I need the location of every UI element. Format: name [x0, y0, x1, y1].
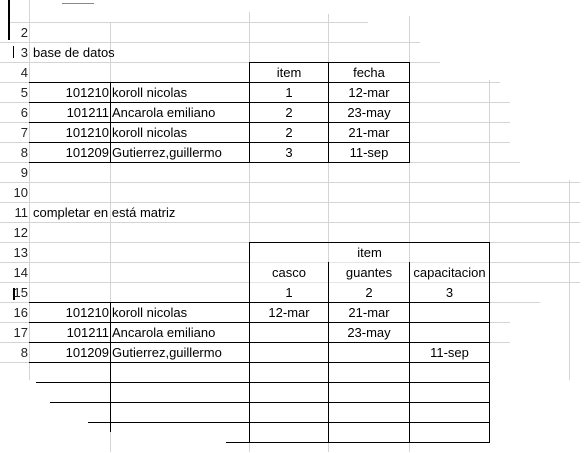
- cell-border: [88, 422, 489, 423]
- matrix-cell-id[interactable]: 101210: [65, 305, 109, 320]
- cell-border: [249, 62, 409, 63]
- cell-border: [226, 442, 489, 443]
- db-cell-item[interactable]: 2: [285, 105, 293, 120]
- row-header[interactable]: 7: [20, 125, 28, 140]
- db-cell-id[interactable]: 101211: [66, 105, 109, 120]
- db-cell-fecha[interactable]: 12-mar: [348, 85, 390, 100]
- cell-border: [249, 262, 489, 263]
- cell-border: [29, 162, 409, 163]
- db-cell-id[interactable]: 101210: [65, 85, 109, 100]
- row-header[interactable]: 10: [13, 185, 28, 200]
- cell-border: [29, 122, 409, 123]
- matrix-cell-id[interactable]: 101211: [66, 325, 109, 340]
- cell-border: [249, 242, 489, 243]
- row-header[interactable]: 16: [13, 305, 28, 320]
- row-header[interactable]: 13: [13, 245, 28, 260]
- cell-border: [110, 302, 111, 432]
- matrix-cell-casco[interactable]: 12-mar: [268, 305, 310, 320]
- db-cell-item[interactable]: 1: [285, 85, 293, 100]
- label-base-de-datos[interactable]: base de datos: [33, 45, 115, 60]
- row-header[interactable]: 3: [20, 45, 28, 60]
- matrix-cell-guantes[interactable]: 21-mar: [348, 305, 390, 320]
- cell-border: [29, 342, 489, 343]
- db-cell-fecha[interactable]: 21-mar: [348, 125, 390, 140]
- db-cell-name[interactable]: koroll nicolas: [112, 125, 188, 140]
- matrix-cell-id[interactable]: 101209: [65, 345, 109, 360]
- db-cell-id[interactable]: 101209: [65, 145, 109, 160]
- matrix-num[interactable]: 1: [285, 285, 293, 300]
- row-header[interactable]: 6: [20, 105, 28, 120]
- row-header[interactable]: 12: [13, 225, 28, 240]
- row-header[interactable]: 8: [20, 345, 28, 360]
- cell-border: [29, 102, 409, 103]
- matrix-cell-name[interactable]: koroll nicolas: [112, 305, 188, 320]
- db-cell-fecha[interactable]: 23-may: [347, 105, 391, 120]
- db-cell-name[interactable]: koroll nicolas: [112, 85, 188, 100]
- cell-border: [249, 282, 489, 283]
- cell-border: [29, 362, 489, 363]
- matrix-col-casco[interactable]: casco: [272, 265, 306, 280]
- row-header[interactable]: 9: [20, 165, 28, 180]
- cell-border: [36, 382, 489, 383]
- db-header-fecha[interactable]: fecha: [353, 65, 385, 80]
- db-cell-id[interactable]: 101210: [65, 125, 109, 140]
- row-header[interactable]: 14: [13, 265, 28, 280]
- grid-line: [569, 180, 570, 380]
- row-header[interactable]: 4: [20, 65, 28, 80]
- db-cell-item[interactable]: 2: [285, 125, 293, 140]
- db-header-item[interactable]: item: [276, 65, 302, 80]
- column-edge: [62, 3, 94, 4]
- cell-border: [489, 242, 490, 443]
- cell-border: [110, 82, 111, 163]
- cell-border: [29, 142, 409, 143]
- matrix-col-guantes[interactable]: guantes: [345, 265, 393, 280]
- matrix-header-item[interactable]: item: [357, 245, 382, 260]
- grid-line: [0, 222, 580, 223]
- db-cell-name[interactable]: Ancarola emiliano: [112, 105, 216, 120]
- grid-line: [8, 22, 368, 23]
- matrix-num[interactable]: 2: [365, 285, 373, 300]
- row-header[interactable]: 17: [13, 325, 28, 340]
- matrix-cell-capacitacion[interactable]: 11-sep: [430, 345, 469, 360]
- grid-line: [0, 182, 580, 183]
- db-cell-name[interactable]: Gutierrez,guillermo: [112, 145, 222, 160]
- cell-border: [29, 82, 409, 83]
- cell-border: [29, 302, 489, 303]
- cell-border: [409, 62, 410, 163]
- matrix-cell-name[interactable]: Ancarola emiliano: [112, 325, 216, 340]
- cell-border: [29, 322, 489, 323]
- grid-line: [0, 42, 420, 43]
- grid-line: [0, 202, 580, 203]
- cell-border: [50, 402, 489, 403]
- row-header[interactable]: 2: [20, 25, 28, 40]
- row-header[interactable]: 5: [20, 85, 28, 100]
- label-completar[interactable]: completar en está matriz: [33, 205, 176, 220]
- row-header[interactable]: 15: [13, 285, 28, 300]
- row-header[interactable]: 11: [14, 205, 28, 220]
- matrix-cell-guantes[interactable]: 23-may: [347, 325, 391, 340]
- matrix-cell-name[interactable]: Gutierrez,guillermo: [112, 345, 222, 360]
- db-cell-fecha[interactable]: 11-sep: [349, 145, 389, 160]
- db-cell-item[interactable]: 3: [285, 145, 293, 160]
- grid-line: [29, 0, 30, 380]
- matrix-col-capacitacion[interactable]: capacitacion: [413, 265, 486, 280]
- matrix-num[interactable]: 3: [445, 285, 454, 300]
- row-header[interactable]: 8: [20, 145, 28, 160]
